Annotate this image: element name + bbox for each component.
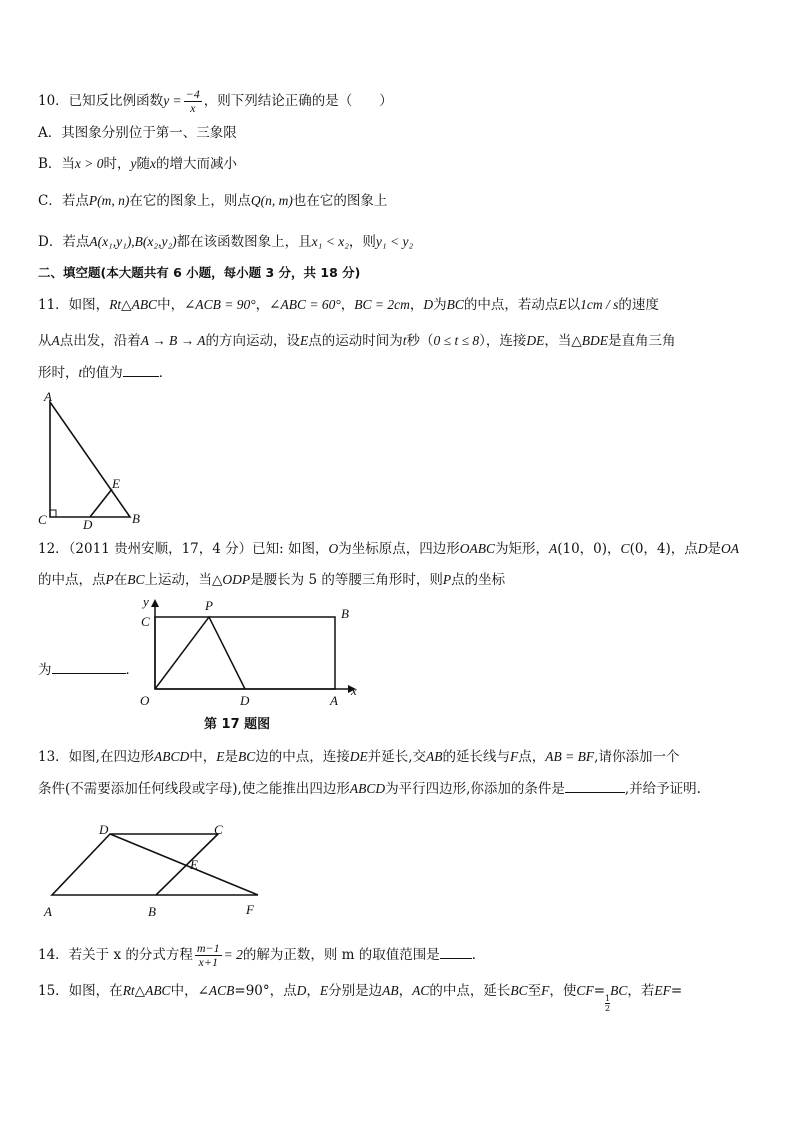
q12-seg-oa: OA — [721, 541, 740, 556]
q12-text: 上运动，当△ — [144, 572, 223, 588]
q12-triangle-odp: ODP — [222, 572, 251, 587]
q12-point-d: D — [697, 541, 708, 556]
q11-line1 — [38, 296, 659, 314]
q11-seg-de: DE — [526, 333, 545, 348]
q13-figure — [38, 822, 268, 922]
q12-label-d: D — [240, 693, 250, 708]
q12-text: ． — [125, 662, 139, 678]
q11-bc-length: BC = 2cm — [354, 297, 410, 312]
q14-fraction — [195, 942, 222, 969]
q14-answer-blank[interactable] — [440, 946, 472, 959]
q12-label-o: O — [140, 693, 150, 708]
q12-seg-bc: BC — [127, 572, 145, 587]
q10-stem-text: 10．已知反比例函数 — [38, 93, 164, 109]
q13-text: 13．如图,在四边形 — [38, 749, 154, 765]
q15-text: 15．如图，在 — [38, 983, 123, 999]
q12-line2 — [38, 571, 505, 589]
q13-point-e: E — [216, 749, 225, 764]
q12-label-c: C — [141, 614, 150, 629]
q10-y-eq: y = — [163, 93, 182, 108]
q14-equals: = 2 — [223, 947, 243, 962]
q12-text: 为矩形， — [494, 541, 549, 557]
q13-text: 边的中点，连接 — [255, 749, 350, 765]
q11-point-a: A — [51, 333, 60, 348]
q11-answer-blank[interactable] — [123, 364, 159, 377]
q12-coord-c: (0，4)，点 — [629, 541, 698, 557]
q15-seg-bc: BC — [510, 983, 528, 998]
q11-var-t: t — [78, 365, 83, 380]
q14-text: 的解为正数，则 m 的取值范围是 — [242, 947, 440, 963]
q10-stem — [38, 88, 393, 115]
q10-frac-den: x — [190, 101, 196, 115]
q11-text: ， — [255, 297, 270, 313]
q11-text: 秒（ — [406, 333, 434, 349]
q15-point-e: E — [319, 983, 329, 998]
q13-line1 — [38, 748, 679, 766]
q13-line2 — [38, 780, 701, 798]
q12-text: 12．（2011 贵州安顺，17，4 分）已知: 如图， — [38, 541, 329, 557]
q13-seg-de: DE — [349, 749, 368, 764]
q13-text: 并延长,交 — [367, 749, 427, 765]
q12-label-x: x — [351, 683, 357, 698]
q15-seg-ac: AC — [412, 983, 430, 998]
q10-option-c-pre: C．若点 — [38, 193, 89, 209]
q11-text: 中， — [157, 297, 185, 313]
q15-angle: ACB — [208, 983, 235, 998]
q15-seg-bc: BC — [610, 983, 628, 998]
q12-label-p: P — [205, 598, 213, 613]
q11-label-d: D — [83, 517, 93, 530]
q15-text: 至 — [527, 983, 542, 999]
q11-text: 从 — [38, 333, 52, 349]
q11-triangle-shape — [50, 402, 130, 517]
q10-option-c-post: 也在它的图象上 — [292, 193, 388, 209]
q15-text: 中，∠ — [170, 983, 209, 999]
q11-text: ． — [158, 365, 173, 381]
q15-seg-ab: AB — [382, 983, 399, 998]
q15-text: = — [593, 983, 605, 999]
q15-text: ，若 — [627, 983, 655, 999]
q10-option-b-mid: 时， — [103, 156, 131, 172]
q12-point-c: C — [620, 541, 630, 556]
q12-point-o: O — [328, 541, 339, 556]
q12-line3 — [38, 661, 139, 679]
q13-label-e: E — [190, 857, 198, 872]
q11-speed: 1cm / s — [580, 297, 619, 312]
q12-label-b: B — [341, 606, 349, 621]
q15-triangle: Rt△ABC — [122, 983, 171, 998]
q15-text: ， — [306, 983, 320, 999]
q12-triangle-odp-shape — [155, 617, 245, 689]
q13-text: 的延长线与 — [442, 749, 511, 765]
q15-half-fraction — [605, 994, 610, 1013]
q10-option-c-q: Q(n, m) — [250, 193, 293, 208]
q15-text: ，使 — [549, 983, 577, 999]
q12-text: 的中点，点 — [38, 572, 106, 588]
q10-option-d-x: x₁ < x₂ — [311, 234, 349, 249]
q13-text: 点， — [518, 749, 546, 765]
q12-text: 点的坐标 — [451, 572, 506, 588]
q11-text: 的方向运动，设 — [205, 333, 301, 349]
q11-text: 是直角三角 — [607, 333, 676, 349]
q15-text: ， — [398, 983, 413, 999]
q10-stem-post: ，则下列结论正确的是（ ） — [203, 93, 393, 109]
q15-text: = — [670, 983, 683, 999]
q10-option-c — [38, 192, 387, 210]
q13-label-c: C — [214, 822, 223, 837]
q12-label-y: y — [143, 594, 149, 609]
q13-text: 为平行四边形,你添加的条件是 — [385, 781, 565, 797]
q11-path: A → B → A — [140, 333, 206, 348]
q15-text: 分别是边 — [328, 983, 383, 999]
q12-label-a: A — [330, 693, 338, 708]
q15-half-den: 2 — [605, 1004, 611, 1013]
q12-rect: OABC — [459, 541, 495, 556]
q13-seg-ab: AB — [426, 749, 443, 764]
q12-y-arrow-icon — [151, 599, 159, 607]
q13-quad: ABCD — [153, 749, 190, 764]
q11-seg-bc: BC — [446, 297, 464, 312]
q13-text: 是 — [224, 749, 238, 765]
q13-seg-df — [110, 834, 258, 895]
q10-option-b-y: y — [130, 156, 137, 171]
q11-line3 — [38, 364, 172, 382]
q10-option-b-post: 的增大而减小 — [156, 156, 238, 172]
q10-option-d-y: y₁ < y₂ — [375, 234, 414, 249]
q13-point-f: F — [510, 749, 519, 764]
q11-text: 的中点，若动点 — [463, 297, 559, 313]
q11-text: 点出发，沿着 — [59, 333, 141, 349]
q13-text: 中， — [189, 749, 217, 765]
q14-text: ． — [471, 947, 486, 963]
q11-figure — [34, 390, 154, 530]
q12-coord-a: (10，0)， — [557, 541, 621, 557]
q12-text: 是腰长为 5 的等腰三角形时，则 — [250, 572, 443, 588]
q11-text: ， — [409, 297, 424, 313]
q15-seg-ef: EF — [654, 983, 671, 998]
q13-quad: ABCD — [349, 781, 386, 796]
q12-text: 为 — [38, 662, 52, 678]
q12-point-p: P — [105, 572, 114, 587]
q13-label-f: F — [246, 902, 254, 917]
q15-text: =90°，点 — [234, 983, 297, 999]
q11-text: ， — [340, 297, 355, 313]
q13-answer-blank[interactable] — [565, 780, 625, 793]
q11-text: ），连接 — [479, 333, 527, 349]
q10-option-c-p: P(m, n) — [88, 193, 130, 208]
q11-text: 形时， — [38, 365, 79, 381]
q10-option-c-mid: 在它的图象上，则点 — [129, 193, 251, 209]
q13-label-d: D — [99, 822, 109, 837]
q10-option-b-x: x — [150, 156, 157, 171]
q11-text: 11．如图， — [38, 297, 110, 313]
q10-fraction — [184, 88, 202, 115]
q10-option-a — [38, 124, 237, 142]
q13-seg-bc: BC — [237, 749, 256, 764]
q11-text: ，当 — [544, 333, 572, 349]
q12-line1 — [38, 540, 739, 558]
q11-label-e: E — [112, 476, 120, 491]
q10-option-b — [38, 155, 237, 173]
q14-line — [38, 942, 485, 969]
q13-text: ,请你添加一个 — [594, 749, 680, 765]
q10-option-b-mid2: 随 — [136, 156, 151, 172]
section-heading: 二、填空题(本大题共有 6 小题，每小题 3 分，共 18 分) — [38, 265, 361, 280]
q11-text: 点的运动时间为 — [308, 333, 403, 349]
q12-text: 是 — [707, 541, 722, 557]
q12-text: 为坐标原点，四边形 — [338, 541, 460, 557]
q12-answer-blank[interactable] — [52, 661, 126, 674]
q12-point-a: A — [548, 541, 558, 556]
q11-text: 为 — [433, 297, 447, 313]
q11-angle-abc: ∠ABC = 60° — [269, 297, 341, 312]
q11-text: 的值为 — [82, 365, 123, 381]
q10-option-d-mid: 都在该函数图象上，且 — [176, 234, 312, 250]
q10-option-b-cond: x > 0 — [74, 156, 104, 171]
q11-label-b: B — [132, 511, 140, 526]
q11-triangle: Rt△ABC — [109, 297, 158, 312]
q10-option-d-mid2: ，则 — [348, 234, 376, 250]
q13-label-a: A — [44, 904, 52, 919]
q10-frac-num: −4 — [185, 87, 200, 101]
q15-point-d: D — [296, 983, 307, 998]
q11-triangle-bde: △BDE — [571, 333, 608, 348]
q10-option-d-ab: A(x₁,y₁),B(x₂,y₂) — [89, 234, 177, 249]
q12-figure — [134, 592, 374, 734]
q11-text: 的速度 — [618, 297, 659, 313]
q10-option-b-pre: B．当 — [38, 156, 75, 172]
q13-text: ,并给予证明. — [624, 781, 701, 797]
q14-frac-num: m−1 — [196, 941, 220, 955]
q11-angle-acb: ∠ACB = 90° — [184, 297, 256, 312]
q11-range: 0 ≤ t ≤ 8 — [433, 333, 480, 348]
q10-option-a-text: A．其图象分别位于第一、三象限 — [38, 125, 237, 141]
q11-text: 以 — [566, 297, 581, 313]
q13-text: 条件(不需要添加任何线段或字母),使之能推出四边形 — [38, 781, 350, 797]
q10-option-d — [38, 233, 413, 251]
q11-var-t: t — [402, 333, 407, 348]
q11-right-angle-mark — [50, 510, 56, 517]
q12-point-p: P — [442, 572, 452, 587]
q15-line — [38, 982, 683, 1013]
q11-point-e: E — [558, 297, 567, 312]
q11-point-d: D — [423, 297, 434, 312]
q11-point-e: E — [300, 333, 309, 348]
q11-label-c: C — [38, 512, 47, 527]
q12-text: 在 — [113, 572, 128, 588]
q11-label-a: A — [44, 390, 52, 404]
q10-option-d-pre: D．若点 — [38, 234, 90, 250]
q11-seg-de-line — [90, 489, 112, 517]
q13-label-b: B — [148, 904, 156, 919]
q14-text: 14．若关于 x 的分式方程 — [38, 947, 193, 963]
q15-half-num: 1 — [605, 994, 611, 1003]
q12-caption: 第 17 题图 — [204, 717, 271, 732]
q11-line2 — [38, 332, 675, 350]
q13-equation: AB = BF — [545, 749, 595, 764]
q15-text: 的中点，延长 — [429, 983, 511, 999]
q15-point-f: F — [541, 983, 550, 998]
q14-frac-den: x+1 — [198, 955, 218, 969]
q15-seg-cf: CF — [576, 983, 594, 998]
